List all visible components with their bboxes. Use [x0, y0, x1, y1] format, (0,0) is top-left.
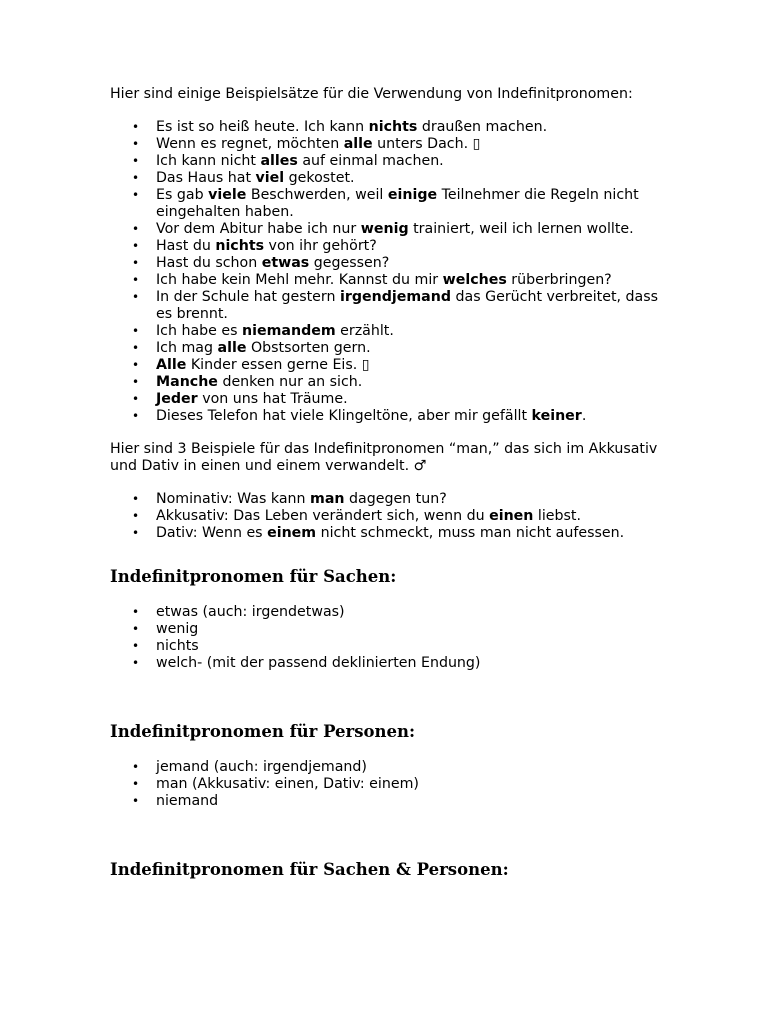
personen-list — [110, 759, 670, 810]
man-examples-list — [110, 491, 670, 542]
list-item: • Ich kann nicht alles auf einmal machen. — [110, 153, 670, 170]
list-item: • etwas (auch: irgendetwas) — [110, 604, 670, 621]
list-item: • Das Haus hat viel gekostet. — [110, 170, 670, 187]
list-item: • niemand — [110, 793, 670, 810]
list-item: • Manche denken nur an sich. — [110, 374, 670, 391]
list-item: • Wenn es regnet, möchten alle unters Dach. ▯ — [110, 136, 670, 153]
list-item: • Es ist so heiß heute. Ich kann nichts draußen machen. — [110, 119, 670, 136]
document-page — [110, 86, 670, 880]
list-item: • Ich habe kein Mehl mehr. Kannst du mir welches rüberbringen? — [110, 272, 670, 289]
intro-paragraph: Hier sind einige Beispielsätze für die Verwendung von Indefinitpronomen: — [110, 86, 633, 102]
list-item: • welch- (mit der passend deklinierten Endung) — [110, 655, 670, 672]
list-item: • wenig — [110, 621, 670, 638]
heading-sachen: Indefinitpronomen für Sachen: — [110, 567, 397, 586]
man-intro-paragraph: Hier sind 3 Beispiele für das Indefinitpronomen “man,” das sich im Akkusativ und Dativ in einen und einem verwandelt. ♂ — [110, 441, 658, 474]
list-item: • Alle Kinder essen gerne Eis. ▯ — [110, 357, 670, 374]
list-item: • Dieses Telefon hat viele Klingeltöne, aber mir gefällt keiner. — [110, 408, 670, 425]
list-item: • jemand (auch: irgendjemand) — [110, 759, 670, 776]
list-item: • Jeder von uns hat Träume. — [110, 391, 670, 408]
list-item: • Hast du nichts von ihr gehört? — [110, 238, 670, 255]
list-item: • Nominativ: Was kann man dagegen tun? — [110, 491, 670, 508]
list-item: • Ich habe es niemandem erzählt. — [110, 323, 670, 340]
examples-list — [110, 119, 670, 425]
list-item: • Es gab viele Beschwerden, weil einige Teilnehmer die Regeln nicht eingehalten haben. — [110, 187, 670, 221]
list-item: • Vor dem Abitur habe ich nur wenig trainiert, weil ich lernen wollte. — [110, 221, 670, 238]
list-item: • In der Schule hat gestern irgendjemand das Gerücht verbreitet, dass es brennt. — [110, 289, 670, 323]
list-item: • man (Akkusativ: einen, Dativ: einem) — [110, 776, 670, 793]
list-item: • Hast du schon etwas gegessen? — [110, 255, 670, 272]
list-item: • Akkusativ: Das Leben verändert sich, wenn du einen liebst. — [110, 508, 670, 525]
heading-sachen-personen: Indefinitpronomen für Sachen & Personen: — [110, 860, 509, 879]
list-item: • Dativ: Wenn es einem nicht schmeckt, muss man nicht aufessen. — [110, 525, 670, 542]
sachen-list — [110, 604, 670, 672]
list-item: • nichts — [110, 638, 670, 655]
list-item: • Ich mag alle Obstsorten gern. — [110, 340, 670, 357]
heading-personen: Indefinitpronomen für Personen: — [110, 722, 416, 741]
